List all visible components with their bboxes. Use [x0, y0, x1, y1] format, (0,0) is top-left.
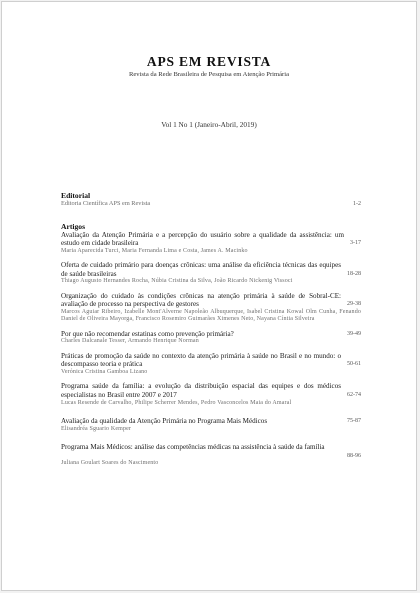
document-page — [1, 1, 417, 591]
editorial-pages: 1-2 — [353, 201, 361, 207]
article-title[interactable]: Programa saúde da família: a evolução da distribuição espacial das equipes e dos médicos especialistas no Brasil entre 2007 e 2017 — [61, 382, 341, 399]
editorial-section — [61, 191, 361, 209]
section-heading-editorial: Editorial — [61, 191, 91, 200]
article-title[interactable]: Programa Mais Médicos: análise das competências médicas na assistência à saúde da família — [61, 442, 325, 451]
article-title[interactable]: Avaliação da qualidade da Atenção Primária no Programa Mais Médicos — [61, 416, 268, 425]
article-authors: Marcos Aguiar Ribeiro, Izabelle Mont'Alverne Napoleão Albuquerque, Isabel Cristina Kowal Olm Cunha, Fenando Daniel de Oliveira Mayorga, Francisco Rosemiro Guimarães Ximenes Neto, Nayana Cíntia Silveira — [61, 308, 361, 323]
article-entry[interactable] — [61, 330, 361, 346]
journal-subtitle: Revista da Rede Brasileira de Pesquisa em Atenção Primária — [128, 71, 290, 78]
article-entry[interactable] — [61, 443, 361, 468]
article-title[interactable]: Práticas de promoção da saúde no contexto da atenção primária à saúde no Brasil e no mundo: o descompasso teoria e prática — [61, 351, 341, 369]
article-pages: 62-74 — [347, 391, 361, 398]
article-authors: Elisandréa Sguario Kemper — [61, 425, 132, 432]
article-pages: 18-28 — [347, 270, 361, 277]
article-entry[interactable] — [61, 231, 361, 256]
article-title[interactable]: Avaliação da Atenção Primária e a percepção do usuário sobre a qualidade da assistência: um estudo em cidade brasileira — [61, 230, 344, 248]
article-pages: 50-61 — [347, 361, 361, 368]
article-title[interactable]: Oferta de cuidado primário para doenças crônicas: uma análise da eficiência técnicas das equipes de saúde brasileiras — [61, 261, 341, 278]
article-title[interactable]: Organização do cuidado às condições crônicas na atenção primária à saúde de Sobral-CE: avaliação de processo na perspectiva de gestores — [61, 291, 341, 309]
article-title[interactable]: Por que não recomendar estatinas como prevenção primária? — [61, 329, 234, 338]
section-heading-articles: Artigos — [61, 221, 86, 231]
editorial-entry-title: Editoria Científica APS em Revista — [61, 200, 151, 207]
article-authors: Thiago Augusto Hernandes Rocha, Núbia Cristina da Silva, João Ricardo Nickenig Vissoci — [61, 278, 293, 285]
article-authors: Juliana Goulart Soares do Nascimento — [61, 460, 159, 467]
article-pages: 39-49 — [347, 330, 361, 337]
volume-issue: Vol 1 No 1 (Janeiro-Abril, 2019) — [161, 120, 257, 129]
article-authors: Lucas Resende de Carvalho, Philipe Scherrer Mendes, Pedro Vasconcelos Maia do Amaral — [61, 399, 292, 406]
articles-section — [61, 222, 361, 468]
article-entry[interactable] — [61, 261, 361, 286]
journal-title: APS EM REVISTA — [146, 54, 272, 69]
table-of-contents — [61, 191, 361, 481]
article-pages: 29-38 — [347, 301, 361, 308]
article-entry[interactable] — [61, 382, 361, 407]
article-entry[interactable] — [61, 352, 361, 377]
article-authors: Maria Aparecida Turci, Maria Fernanda Lima e Costa, James A. Macinko — [61, 247, 248, 254]
article-pages: 88-96 — [347, 452, 361, 459]
article-pages: 3-17 — [350, 240, 361, 247]
editorial-entry[interactable] — [61, 200, 361, 209]
article-authors: Charles Dalcanale Tesser, Armando Henrique Norman — [61, 338, 199, 345]
article-entry[interactable] — [61, 417, 361, 433]
article-entry[interactable] — [61, 292, 361, 324]
article-pages: 75-87 — [347, 417, 361, 424]
article-authors: Verónica Cristina Gamboa Lizano — [61, 368, 148, 375]
